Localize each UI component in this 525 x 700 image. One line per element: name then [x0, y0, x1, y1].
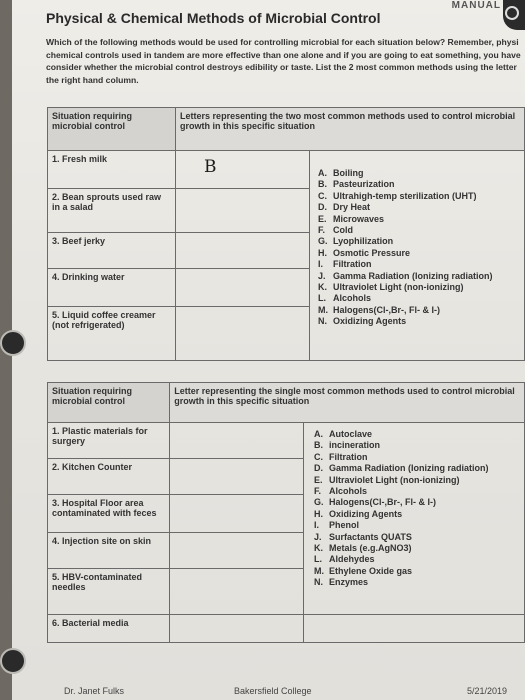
method-option-text: Metals (e.g.AgNO3) [329, 543, 412, 554]
method-option [314, 509, 489, 520]
corner-tag: MANUAL [451, 0, 501, 11]
answer-cell[interactable] [176, 151, 309, 189]
options-column-end [303, 615, 524, 643]
method-option-text: Boiling [333, 168, 364, 178]
method-option-letter: L. [314, 554, 322, 565]
worksheet-page [12, 0, 525, 700]
footer-date: 5/21/2019 [466, 686, 507, 696]
instructions-text: Which of the following methods would be used for controlling microbial for each situation below? Remember, physi chemical controls used in tandem are more effective than one alone and if you are going to eat something, you have consider whether the microbial control destroys edibility or taste. List the 2 most common methods using the letter the right hand column. [46, 37, 521, 85]
method-option [318, 316, 493, 327]
method-option-letter: E. [314, 474, 323, 485]
method-option [318, 271, 493, 282]
table-row: 3. Hospital Floor area contaminated with feces [48, 495, 170, 533]
table1-header-situation: Situation requiring microbial control [48, 108, 176, 151]
method-option-text: Ultraviolet Light (non-ionizing) [333, 282, 464, 293]
method-option [318, 236, 493, 247]
method-option-letter: G. [318, 236, 328, 247]
method-option-letter: M. [318, 304, 328, 315]
method-option [318, 214, 493, 225]
method-option-text: Filtration [329, 451, 368, 462]
method-option [314, 520, 489, 531]
method-option [318, 191, 493, 202]
method-option-letter: H. [314, 508, 323, 519]
method-option [314, 577, 489, 588]
method-option-text: Osmotic Pressure [333, 247, 411, 258]
method-option-letter: M. [314, 565, 324, 576]
handwritten-answer: B [204, 157, 217, 177]
method-option [318, 293, 493, 304]
answer-cell[interactable] [176, 233, 309, 269]
method-option [314, 429, 489, 440]
method-option-letter: C. [314, 451, 323, 462]
method-option [318, 305, 493, 316]
method-option-letter: I. [318, 259, 324, 270]
table1-header-methods: Letters representing the two most common methods used to control microbial growth in this specific situation [176, 108, 525, 151]
method-option-letter: N. [318, 316, 327, 327]
method-option-text: Phenol [329, 520, 360, 531]
method-option-text: Ultrahigh-temp sterilization (UHT) [333, 190, 477, 201]
table-row: 6. Bacterial media [48, 615, 170, 643]
method-option-text: Gamma Radiation (Ionizing radiation) [333, 270, 493, 281]
method-option-letter: K. [314, 543, 323, 554]
table-row: 2. Bean sprouts used raw in a salad [48, 189, 176, 233]
method-option-text: Ethylene Oxide gas [329, 565, 413, 576]
method-option-text: Ultraviolet Light (non-ionizing) [329, 474, 460, 485]
method-option-text: Surfactants QUATS [329, 531, 412, 542]
answer-cell[interactable] [176, 307, 309, 361]
method-option [318, 248, 493, 259]
method-options-list-1 [318, 168, 493, 328]
method-option-text: Oxidizing Agents [333, 316, 407, 327]
method-option-letter: K. [318, 282, 327, 293]
table-row: 2. Kitchen Counter [48, 459, 170, 495]
method-option-text: Microwaves [333, 213, 385, 224]
footer-author: Dr. Janet Fulks [64, 686, 125, 696]
table-row: 5. Liquid coffee creamer (not refrigerated) [48, 307, 176, 361]
clip-ring-icon [505, 6, 519, 20]
answer-cell[interactable] [176, 189, 309, 233]
method-option [318, 202, 493, 213]
answer-cell[interactable] [170, 533, 303, 569]
method-option-text: Pasteurization [333, 179, 395, 190]
answer-cell[interactable] [176, 269, 309, 307]
table2-header-situation: Situation requiring microbial control [48, 383, 170, 423]
method-option [318, 179, 493, 190]
method-option-text: Alcohols [329, 486, 368, 497]
method-option-letter: F. [318, 225, 326, 236]
answer-cell[interactable] [170, 569, 303, 615]
method-option-letter: D. [314, 463, 323, 474]
method-option [314, 440, 489, 451]
method-option [314, 554, 489, 565]
method-option-text: Filtration [333, 259, 372, 270]
method-option-text: Oxidizing Agents [329, 508, 403, 519]
binder-hole-icon [0, 330, 26, 356]
page-title: Physical & Chemical Methods of Microbial Control [46, 10, 381, 26]
table-row: 4. Drinking water [48, 269, 176, 307]
method-option [318, 259, 493, 270]
method-option-letter: J. [318, 270, 326, 281]
method-option-text: Dry Heat [333, 202, 371, 213]
answer-cell[interactable] [170, 423, 303, 459]
method-options-list-2 [314, 429, 489, 589]
method-option-letter: H. [318, 247, 327, 258]
method-option [314, 486, 489, 497]
method-option [314, 543, 489, 554]
method-option [314, 566, 489, 577]
answer-cell[interactable] [170, 495, 303, 533]
table-row: 1. Plastic materials for surgery [48, 423, 170, 459]
method-option-letter: C. [318, 190, 327, 201]
method-option-text: Alcohols [333, 293, 372, 304]
method-option-letter: A. [318, 168, 327, 178]
method-option-letter: B. [318, 179, 327, 190]
method-option [318, 282, 493, 293]
method-option-letter: J. [314, 531, 322, 542]
method-option-text: Lyophilization [333, 236, 394, 247]
binder-clip [503, 0, 525, 30]
table-row: 5. HBV-contaminated needles [48, 569, 170, 615]
method-option-text: Enzymes [329, 577, 369, 588]
method-option-text: Halogens(Cl-,Br-, Fl- & I-) [329, 497, 436, 508]
method-option-letter: B. [314, 440, 323, 451]
method-option-letter: I. [314, 520, 320, 531]
binder-hole-icon [0, 648, 26, 674]
method-option [314, 532, 489, 543]
method-option [314, 475, 489, 486]
method-option [314, 497, 489, 508]
table-row: 1. Fresh milk [48, 151, 176, 189]
method-option-letter: N. [314, 577, 323, 588]
method-option [318, 168, 493, 179]
method-option-letter: E. [318, 213, 327, 224]
method-option [314, 452, 489, 463]
table-row: 3. Beef jerky [48, 233, 176, 269]
method-option-text: Gamma Radiation (Ionizing radiation) [329, 463, 489, 474]
method-option-letter: A. [314, 429, 323, 439]
method-option-letter: L. [318, 293, 326, 304]
method-option-letter: G. [314, 497, 324, 508]
method-option-letter: D. [318, 202, 327, 213]
table-row: 4. Injection site on skin [48, 533, 170, 569]
method-option-text: Aldehydes [329, 554, 375, 565]
method-option-text: Cold [333, 225, 353, 236]
table2-header-methods: Letter representing the single most common methods used to control microbial growth in this specific situation [170, 383, 525, 423]
method-option [314, 463, 489, 474]
answer-cell[interactable] [170, 459, 303, 495]
answer-cell[interactable] [170, 615, 303, 643]
footer-college: Bakersfield College [234, 686, 312, 696]
method-option-text: Autoclave [329, 429, 373, 439]
method-option [318, 225, 493, 236]
method-option-text: incineration [329, 440, 381, 451]
method-option-letter: F. [314, 486, 322, 497]
method-option-text: Halogens(Cl-,Br-, Fl- & I-) [333, 304, 440, 315]
